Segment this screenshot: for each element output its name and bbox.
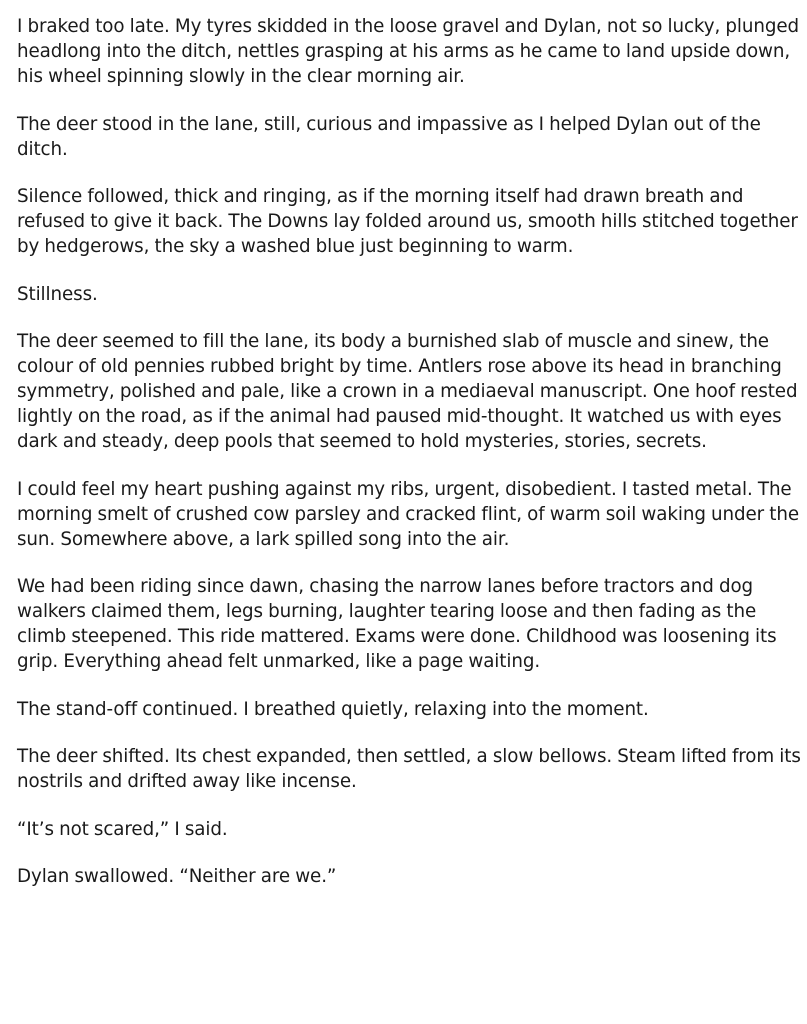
paragraph-5: The deer seemed to fill the lane, its body a burnished slab of muscle and sinew, the colour of old pennies rubbed bright by time. Antlers rose above its head in branching symmetry, polished and pale, like a crown in a mediaeval manuscript. One hoof rested lightly on the road, as if the animal had paused mid-thought. It watched us with eyes dark and steady, deep pools that seemed to hold mysteries, stories, secrets. [17,331,798,452]
paragraph-9: The deer shifted. Its chest expanded, then settled, a slow bellows. Steam lifted from its nostrils and drifted away like incense. [17,746,801,792]
paragraph-11: Dylan swallowed. “Neither are we.” [17,866,337,887]
paragraph-3: Silence followed, thick and ringing, as if the morning itself had drawn breath and refused to give it back. The Downs lay folded around us, smooth hills stitched together by hedgerows, the sky a washed blue just beginning to warm. [17,186,798,257]
paragraph-4: Stillness. [17,283,98,305]
paragraph-2: The deer stood in the lane, still, curious and impassive as I helped Dylan out of the ditch. [17,113,761,160]
paragraph-7: We had been riding since dawn, chasing the narrow lanes before tractors and dog walkers claimed them, legs burning, laughter tearing loose and then fading as the climb steepened. This ride mattered. Exams were done. Childhood was loosening its grip. Everything ahead felt unmarked, like a page waiting. [17,576,777,672]
paragraph-1: I braked too late. My tyres skidded in the loose gravel and Dylan, not so lucky, plunged headlong into the ditch, nettles grasping at his arms as he came to land upside down, his wheel spinning slowly in the clear morning air. [17,16,800,87]
document-body [17,14,802,912]
paragraph-8: The stand-off continued. I breathed quietly, relaxing into the moment. [17,698,649,720]
paragraph-10: “It’s not scared,” I said. [17,818,228,840]
paragraph-6: I could feel my heart pushing against my ribs, urgent, disobedient. I tasted metal. The morning smelt of crushed cow parsley and cracked flint, of warm soil waking under the sun. Somewhere above, a lark spilled song into the air. [17,478,800,550]
